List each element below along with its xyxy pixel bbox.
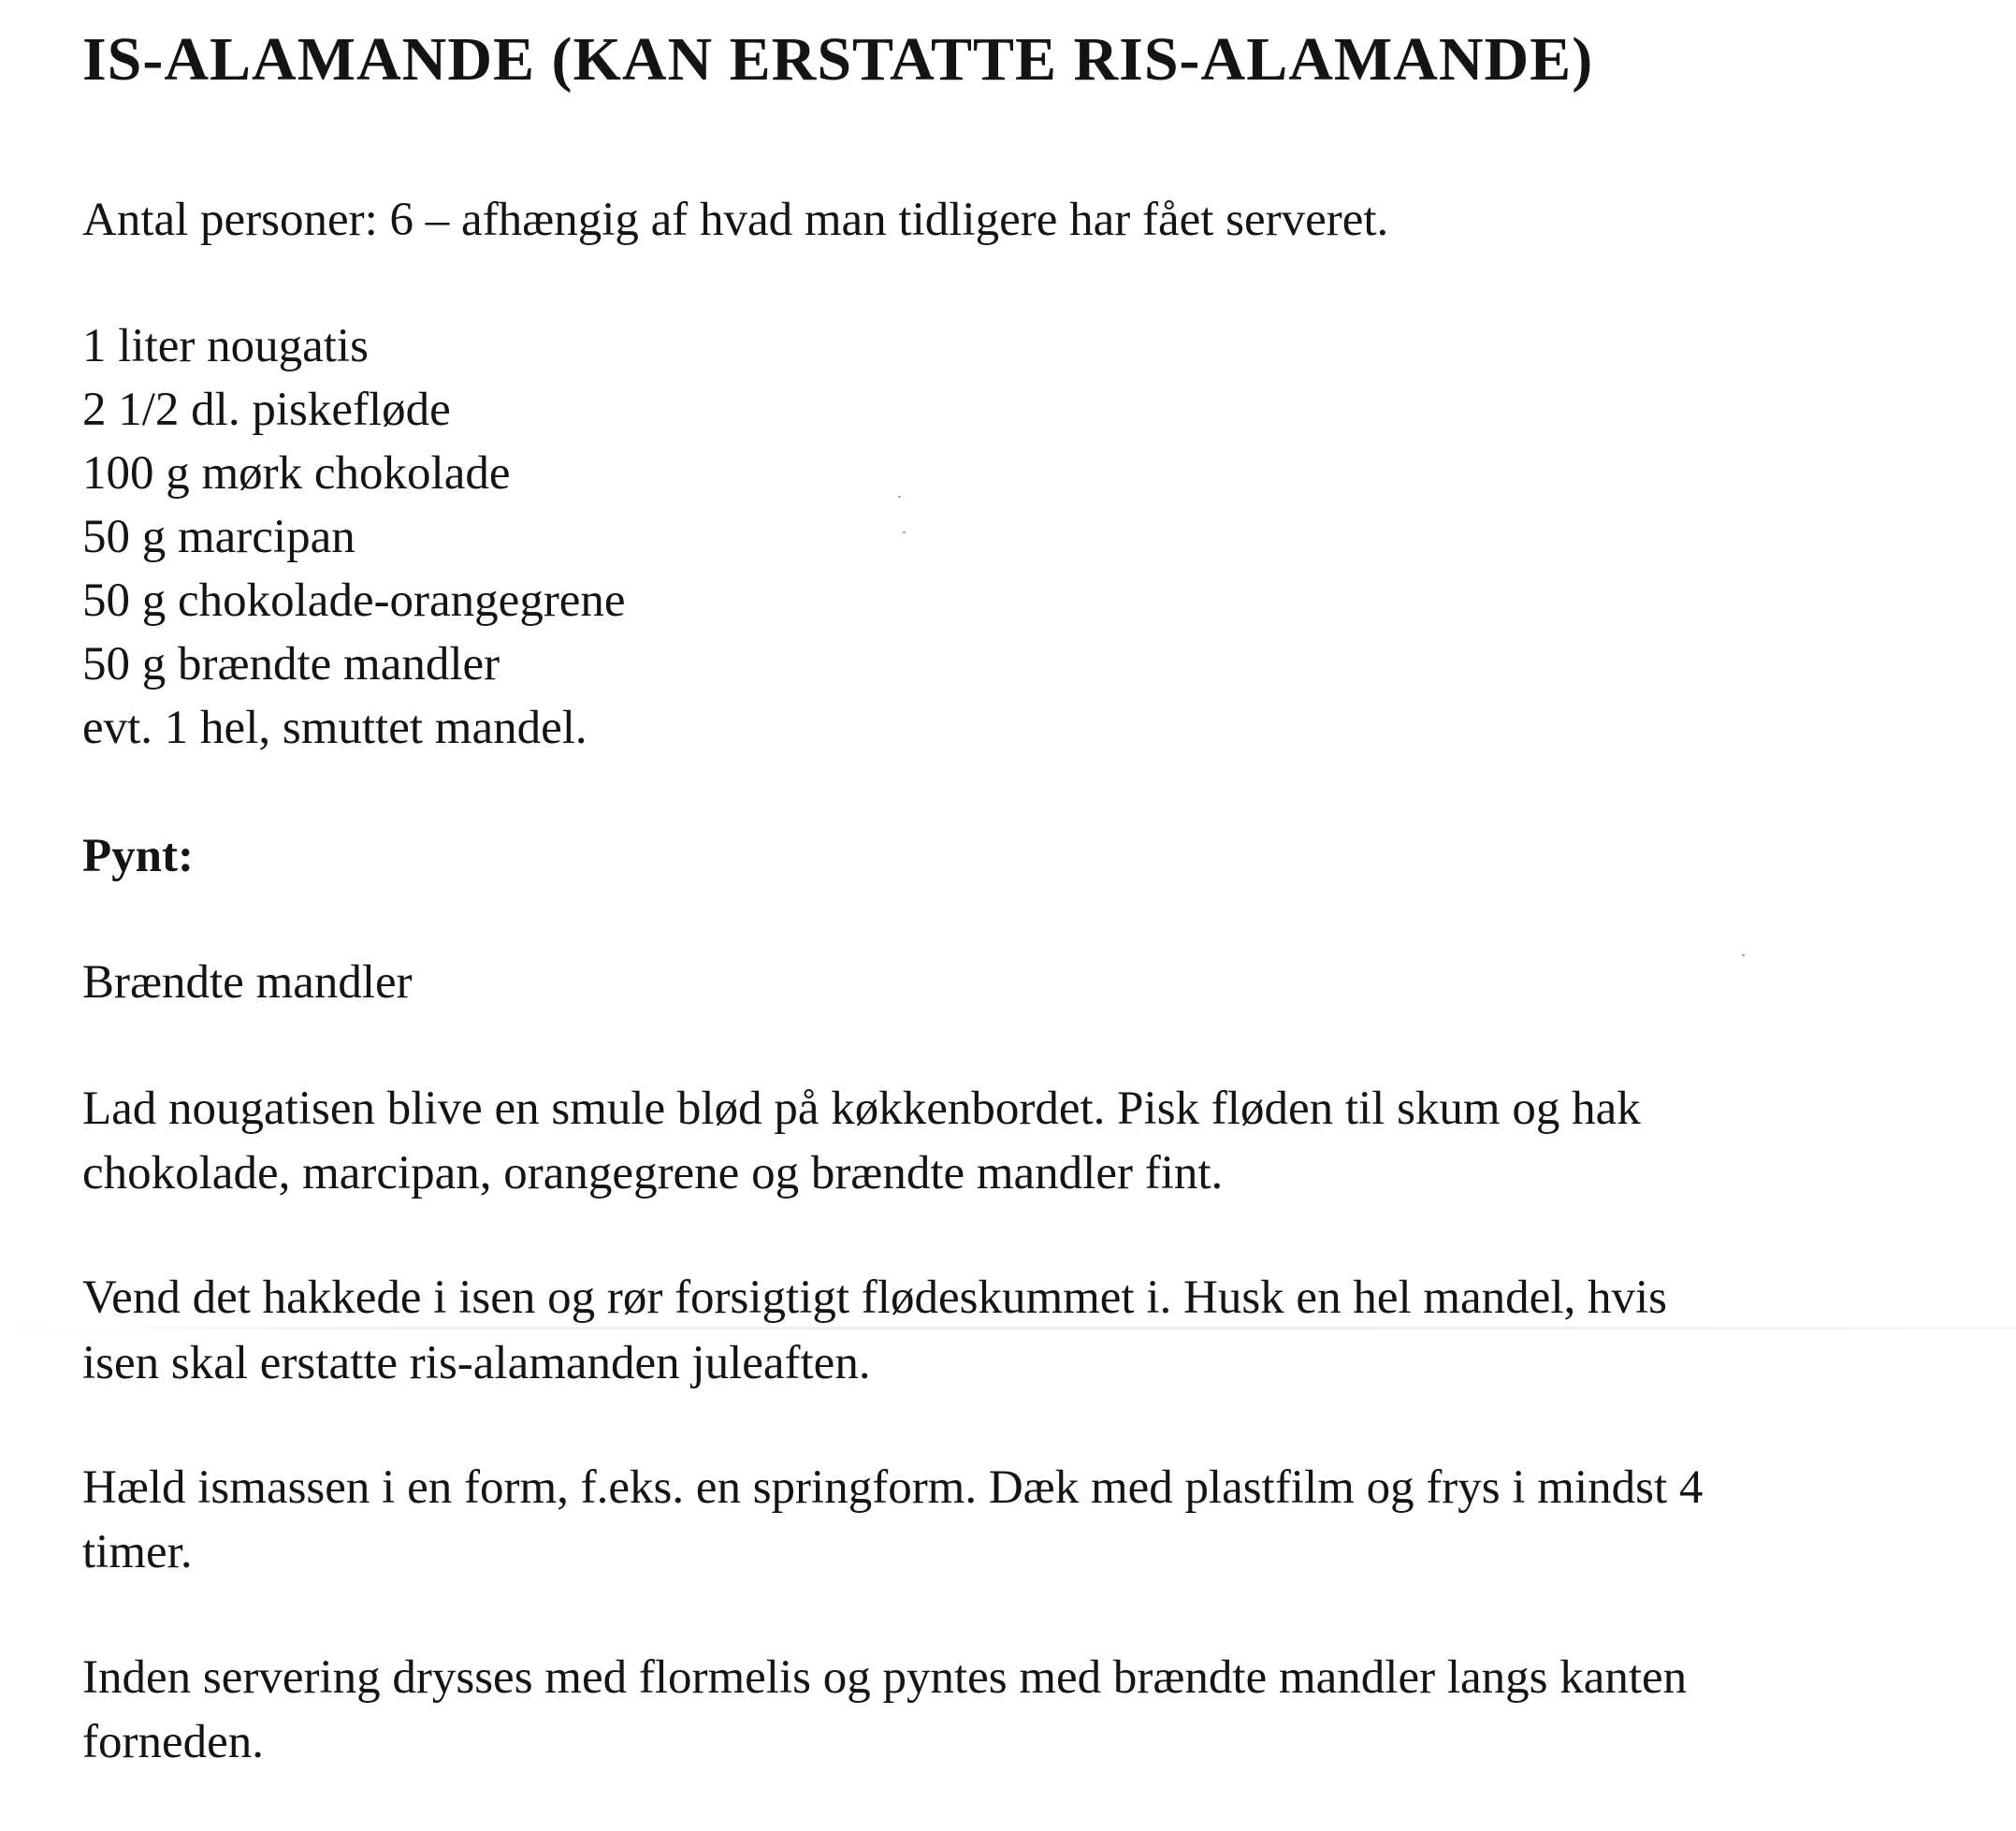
ingredient-item: 1 liter nougatis: [82, 320, 369, 372]
step-1-line-2: chokolade, marcipan, orangegrene og brændte mandler fint.: [82, 1147, 1224, 1199]
ingredient-item: 50 g brændte mandler: [82, 638, 500, 690]
servings-text: Antal personer: 6 – afhængig af hvad man tidligere har fået serveret.: [82, 194, 1389, 246]
scan-speck: [903, 531, 906, 533]
ingredient-item: evt. 1 hel, smuttet mandel.: [82, 702, 587, 754]
step-2-line-2: isen skal erstatte ris-alamanden juleaften.: [82, 1337, 871, 1389]
scan-speck: [898, 496, 901, 498]
step-4-line-1: Inden servering drysses med flormelis og pyntes med brændte mandler langs kanten: [82, 1651, 1688, 1704]
step-2-line-1: Vend det hakkede i isen og rør forsigtigt flødeskummet i. Husk en hel mandel, hvis: [82, 1272, 1668, 1324]
garnish-item: Brændte mandler: [82, 956, 413, 1009]
step-4-line-2: forneden.: [82, 1716, 264, 1768]
ingredient-item: 50 g marcipan: [82, 511, 355, 563]
step-1-line-1: Lad nougatisen blive en smule blød på køkkenbordet. Pisk fløden til skum og hak: [82, 1083, 1641, 1135]
ingredient-item: 100 g mørk chokolade: [82, 447, 511, 500]
ingredient-item: 2 1/2 dl. piskefløde: [82, 384, 451, 436]
step-3-line-2: timer.: [82, 1526, 193, 1578]
scan-speck: [1742, 954, 1745, 956]
garnish-heading: Pynt:: [82, 830, 194, 882]
paper-fold-line: [0, 1327, 2016, 1330]
recipe-title: IS-ALAMANDE (KAN ERSTATTE RIS-ALAMANDE): [82, 25, 1594, 94]
ingredient-item: 50 g chokolade-orangegrene: [82, 574, 626, 627]
step-3-line-1: Hæld ismassen i en form, f.eks. en springform. Dæk med plastfilm og frys i mindst 4: [82, 1461, 1704, 1514]
